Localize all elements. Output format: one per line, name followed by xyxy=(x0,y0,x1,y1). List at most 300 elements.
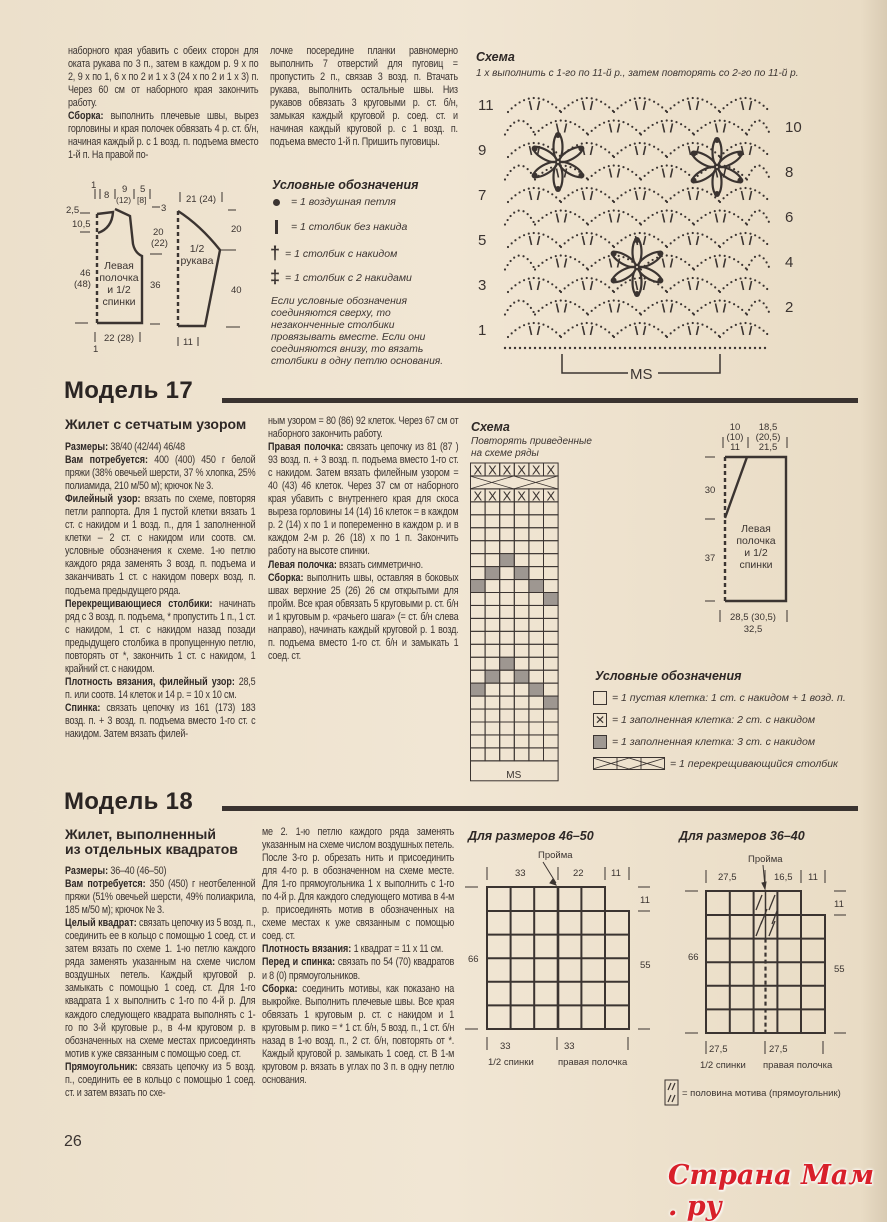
dim: 37 xyxy=(704,553,716,564)
stitch-group xyxy=(689,191,699,200)
stitch-group xyxy=(716,259,726,268)
front-label: полочка xyxy=(99,272,139,284)
empty-cell xyxy=(514,528,529,541)
title-line: Жилет, выполненный xyxy=(65,826,216,842)
paragraph-text: соединить мотивы, как показано на выкройке. Выполнить плечевые швы. Все края обвязать 1 круговым р. ст. с накидом и 1 круговым р. пико = * 1 ст. б/н, 5 возд. п., 1 ст. б/н назад в 1-ю возд. п., 2 ст. б/н, повторять от *. Каждый круговой р. замыкать 1 соед. ст. В 1-м круговом р. вязать в углах по 3 п. в одну петлю основания. xyxy=(262,982,455,1086)
empty-cell xyxy=(529,593,544,606)
filled-cell xyxy=(485,670,500,683)
empty-cell xyxy=(514,722,529,735)
paragraph xyxy=(68,110,258,162)
petal-tip xyxy=(656,249,664,257)
empty-cell xyxy=(544,618,559,631)
square-layout-diagrams xyxy=(460,825,860,1115)
stitch-group xyxy=(716,124,726,133)
dim: (22) xyxy=(151,238,168,249)
filled-cell xyxy=(514,567,529,580)
petal-tip xyxy=(610,249,618,257)
dim: 30 xyxy=(704,485,716,496)
row-number: 7 xyxy=(478,187,487,204)
chain-arc xyxy=(508,278,561,292)
stitch-group xyxy=(663,169,673,178)
model-17-title: Жилет с сетчатым узором xyxy=(65,416,247,432)
stitch-group xyxy=(663,214,673,223)
crossed-stitch-icon xyxy=(593,757,665,770)
empty-cell xyxy=(500,502,515,515)
dim: 11 xyxy=(834,899,844,910)
chain-arc xyxy=(508,233,561,247)
empty-cell xyxy=(544,709,559,722)
x-mark: X xyxy=(546,488,556,504)
crossed-stitch-row xyxy=(471,476,559,489)
chain-arc xyxy=(561,188,614,202)
dim: (20,5) xyxy=(755,432,781,443)
chain-arc xyxy=(694,301,747,315)
model-17-heading: Модель 17 xyxy=(64,377,193,404)
empty-cell xyxy=(485,593,500,606)
empty-cell xyxy=(529,722,544,735)
caption: правая полочка xyxy=(763,1060,833,1071)
empty-cell xyxy=(471,657,486,670)
chain-arc xyxy=(747,256,770,270)
empty-cell xyxy=(529,502,544,515)
dim: 33 xyxy=(515,868,526,879)
legend-cross-stitch: = 1 перекрещивающийся столбик xyxy=(593,757,838,770)
empty-cell xyxy=(514,735,529,748)
chain-arc xyxy=(535,256,588,270)
stitch-group xyxy=(530,236,540,245)
single-crochet-icon xyxy=(275,220,278,234)
petal-tip xyxy=(555,186,561,192)
dim: 21,5 xyxy=(758,442,778,453)
chain-arc xyxy=(667,323,720,337)
dim: 11 xyxy=(730,442,740,453)
empty-cell xyxy=(544,567,559,580)
text-column-top-2 xyxy=(270,45,458,149)
empty-cell xyxy=(471,644,486,657)
stitch-group xyxy=(689,326,699,335)
paragraph xyxy=(268,572,458,663)
vest-17-diagram xyxy=(680,410,840,640)
petal-tip xyxy=(656,276,664,284)
empty-cell xyxy=(544,748,559,761)
dim: (12) xyxy=(116,195,132,205)
paragraph xyxy=(65,1061,255,1100)
diagram-a-title: Для размеров 46–50 xyxy=(468,829,594,843)
filled-cell-icon xyxy=(593,735,607,749)
empty-cell xyxy=(500,618,515,631)
empty-cell xyxy=(485,554,500,567)
empty-cell xyxy=(485,696,500,709)
empty-cell xyxy=(544,502,559,515)
paragraph-text: 28,5 п. или соотв. 14 клеток и 14 р. = 10 х 10 см. xyxy=(65,675,256,701)
empty-cell xyxy=(471,528,486,541)
dot-icon xyxy=(273,199,280,206)
empty-cell xyxy=(544,580,559,593)
empty-cell xyxy=(514,748,529,761)
row-number: 11 xyxy=(478,97,494,114)
dim: 11 xyxy=(808,872,818,883)
paragraph-label: Сборка: xyxy=(262,982,298,995)
stitch-group xyxy=(557,124,567,133)
dim: 36 xyxy=(150,280,161,291)
empty-cell xyxy=(529,528,544,541)
text-column-m18-2 xyxy=(262,826,454,1087)
stitch-group xyxy=(610,124,620,133)
empty-cell xyxy=(500,580,515,593)
stitch-group xyxy=(557,259,567,268)
paragraph-text: 1 квадрат = 11 х 11 см. xyxy=(351,943,444,956)
paragraph xyxy=(65,865,255,878)
empty-cell xyxy=(485,541,500,554)
filled-cell xyxy=(529,580,544,593)
empty-cell xyxy=(544,528,559,541)
chain-arc xyxy=(614,98,667,112)
half-motif-note: = половина мотива (прямоугольник) xyxy=(682,1088,841,1099)
petal-tip xyxy=(714,191,720,197)
petal-tip xyxy=(610,276,618,284)
empty-cell xyxy=(529,631,544,644)
dim: 11 xyxy=(640,895,650,906)
dim: 27,5 xyxy=(709,1044,728,1055)
legend-item-dc: † = 1 столбик с накидом xyxy=(270,243,398,263)
chain-arc xyxy=(641,211,694,225)
stitch-group xyxy=(663,259,673,268)
paragraph xyxy=(65,917,255,1061)
empty-cell xyxy=(529,618,544,631)
page-number: 26 xyxy=(64,1133,82,1150)
chain-arc xyxy=(720,98,770,112)
chain-arc xyxy=(694,211,747,225)
dim: (10) xyxy=(726,432,744,443)
empty-cell xyxy=(471,567,486,580)
filled-cell xyxy=(500,657,515,670)
dim: 32,5 xyxy=(743,624,763,635)
sleeve-label: 1/2 xyxy=(189,243,205,255)
paragraph-text: выполнить плечевые швы, вырез горловины и края полочек обвязать 4 р. ст. б/н, начиная каждый р. с 1 возд. п. подъема вместо 1-й п. На правой по- xyxy=(68,110,259,162)
paragraph-label: Перед и спинка: xyxy=(262,956,336,969)
legend-title: Условные обозначения xyxy=(272,178,419,192)
paragraph xyxy=(262,983,454,1087)
chain-arc xyxy=(747,121,770,135)
stitch-group xyxy=(636,326,646,335)
empty-cell-icon xyxy=(593,691,607,705)
empty-cell xyxy=(529,554,544,567)
row-number: 3 xyxy=(478,277,487,294)
empty-cell xyxy=(529,735,544,748)
sleeve-outline xyxy=(178,211,220,326)
stitch-group xyxy=(583,326,593,335)
legend-note: Если условные обозначения соединяются сверху, то незаконченные столбики провязывать вместе. Если они соединяются внизу, то вязать столбики в одну петлю основания. xyxy=(271,296,444,367)
paragraph xyxy=(268,415,458,441)
text-column-m18-1 xyxy=(65,865,255,1100)
chain-arc xyxy=(505,256,535,270)
dim: 10 xyxy=(729,422,741,433)
paragraph-label: Левая полочка: xyxy=(268,558,337,571)
dim: 22 xyxy=(573,868,584,879)
dim: 16,5 xyxy=(774,872,793,883)
schema-subtitle: 1 х выполнить с 1-го по 11-й р., затем повторять со 2-го по 11-й р. xyxy=(476,68,799,79)
legend-item-sc: = 1 столбик без накида xyxy=(270,220,407,234)
petal-tip xyxy=(690,149,698,157)
dim: 3 xyxy=(161,203,167,214)
paragraph-label: Плотность вязания, филейный узор: xyxy=(65,675,235,688)
chain-arc xyxy=(747,166,770,180)
empty-cell xyxy=(471,605,486,618)
front-label: спинки xyxy=(102,296,136,308)
paragraph-label: Прямоугольник: xyxy=(65,1060,138,1073)
empty-cell xyxy=(500,605,515,618)
paragraph-text: связать по 54 (70) квадратов и 8 (0) прямоугольников. xyxy=(262,956,455,982)
stitch-group xyxy=(583,101,593,110)
petal-tip xyxy=(634,237,640,243)
empty-cell xyxy=(514,657,529,670)
row-number: 8 xyxy=(785,164,794,181)
chain-arc xyxy=(505,301,535,315)
stitch-group xyxy=(663,124,673,133)
empty-cell xyxy=(514,515,529,528)
row-number: 4 xyxy=(785,254,794,271)
empty-cell xyxy=(500,670,515,683)
stitch-group xyxy=(636,101,646,110)
filled-cell xyxy=(514,670,529,683)
x-mark: X xyxy=(531,462,541,478)
stitch-group xyxy=(663,304,673,313)
stitch-group xyxy=(530,281,540,290)
dim: 55 xyxy=(834,964,845,975)
x-mark: X xyxy=(517,488,526,504)
paragraph-text: 38/40 (42/44) 46/48 xyxy=(108,441,185,453)
paragraph xyxy=(268,559,458,572)
paragraph-label: Правая полочка: xyxy=(268,441,344,454)
legend-x-cell: ✕ = 1 заполненная клетка: 2 ст. с накидом xyxy=(594,713,816,727)
empty-cell xyxy=(471,722,486,735)
dim: [8] xyxy=(137,195,147,205)
petal-tip xyxy=(736,176,744,184)
dim: 55 xyxy=(640,960,651,971)
dim: 1 xyxy=(91,180,97,191)
stitch-group xyxy=(530,191,540,200)
dim: 22 (28) xyxy=(104,333,135,344)
empty-cell xyxy=(500,735,515,748)
paragraph-label: Размеры: xyxy=(65,865,109,877)
dim: 27,5 xyxy=(769,1044,788,1055)
row-number: 1 xyxy=(478,322,487,339)
filet-schema-subtitle: Повторять приведенные на схеме ряды xyxy=(471,436,592,459)
chain-arc xyxy=(505,166,535,180)
paragraph-text: начинать ряд с 3 возд. п. подъема, * пропустить 1 п., 1 ст. с накидом, 1 ст. с накидом назад позади предыдущего столбика в пропущенную петлю, повторять от *, закончить 1 ст. с накидом, 1 крайний ст. с накидом. xyxy=(65,597,256,675)
stitch-group xyxy=(583,281,593,290)
chain-arc xyxy=(561,278,614,292)
row-number: 5 xyxy=(478,232,487,249)
filled-cell xyxy=(500,554,515,567)
empty-cell xyxy=(529,515,544,528)
petal-tip xyxy=(577,171,585,179)
paragraph xyxy=(68,45,258,110)
paragraph xyxy=(65,454,255,493)
x-mark: X xyxy=(488,488,497,504)
empty-cell xyxy=(485,580,500,593)
chain-arc xyxy=(614,143,667,157)
x-mark: X xyxy=(488,462,497,478)
empty-cell xyxy=(514,502,529,515)
filet-schema-title: Схема xyxy=(471,420,510,434)
empty-cell xyxy=(485,515,500,528)
x-mark: X xyxy=(517,462,526,478)
empty-cell xyxy=(544,670,559,683)
empty-cell xyxy=(485,683,500,696)
empty-cell xyxy=(544,644,559,657)
empty-cell xyxy=(471,502,486,515)
chain-arc xyxy=(720,233,770,247)
empty-cell xyxy=(471,541,486,554)
chain-arc xyxy=(588,301,641,315)
paragraph xyxy=(262,943,454,956)
empty-cell xyxy=(485,605,500,618)
paragraph-text: связать цепочку из 81 (87 ) 93 возд. п. + 3 возд. п. подъема вместо 1-го ст. с накидом. Затем вязать филейным узором = 40 (43) 46 клеток. Через 37 см от наборного края убавить с внутреннего края для скоса выреза горловины 14 (14) 16 клеток = в каждом р. 2 (14) х по 1 и попеременно в каждом р. и в каждом 2-м р. 26 (18) х по 1 п. Закончить работу на высоте спинки. xyxy=(268,441,459,558)
crochet-chart xyxy=(470,82,810,382)
empty-cell xyxy=(500,631,515,644)
paragraph-label: Спинка: xyxy=(65,701,101,714)
paragraph-label: Сборка: xyxy=(68,110,104,123)
chain-arc xyxy=(508,188,561,202)
dim: 9 xyxy=(122,184,128,195)
empty-cell xyxy=(500,593,515,606)
empty-cell xyxy=(485,709,500,722)
paragraph-label: Плотность вязания: xyxy=(262,943,352,956)
petal-tip xyxy=(555,132,561,138)
paragraph-label: Размеры: xyxy=(65,441,109,453)
chain-arc xyxy=(720,188,770,202)
stitch-group xyxy=(610,304,620,313)
filled-cell xyxy=(471,683,486,696)
x-mark: X xyxy=(502,462,512,478)
legend-filled-cell: = 1 заполненная клетка: 3 ст. с накидом xyxy=(593,735,815,749)
paragraph-text: связать цепочку из 161 (173) 183 возд. п. + 3 возд. п. подъема вместо 1-го ст. с накидом. Затем вязать филей- xyxy=(65,701,256,741)
stitch-group xyxy=(583,191,593,200)
empty-cell xyxy=(544,605,559,618)
empty-cell xyxy=(529,541,544,554)
empty-cell xyxy=(529,670,544,683)
empty-cell xyxy=(514,593,529,606)
petal-tip xyxy=(690,176,698,184)
x-mark: X xyxy=(473,488,483,504)
paragraph xyxy=(65,493,255,597)
empty-cell xyxy=(500,515,515,528)
vest-pattern-diagram xyxy=(60,180,260,355)
chain-arc xyxy=(588,211,641,225)
dim: 33 xyxy=(564,1041,575,1052)
dim: 46 xyxy=(80,268,91,279)
chain-arc xyxy=(747,301,770,315)
paragraph-text: 350 (450) г неотбеленной пряжи (51% овечьей шерсти, 49% полиакрила, 185 м/50 м); крючок № 3. xyxy=(65,878,256,917)
petal-tip xyxy=(634,291,640,297)
chain-arc xyxy=(720,278,770,292)
dim: 27,5 xyxy=(718,872,737,883)
chain-arc xyxy=(561,323,614,337)
empty-cell xyxy=(471,696,486,709)
stitch-group xyxy=(742,191,752,200)
empty-cell xyxy=(514,631,529,644)
empty-cell xyxy=(485,528,500,541)
paragraph-label: Целый квадрат: xyxy=(65,917,137,930)
chain-arc xyxy=(508,98,561,112)
empty-cell xyxy=(514,644,529,657)
empty-cell xyxy=(544,631,559,644)
chain-arc xyxy=(561,98,614,112)
x-mark: X xyxy=(502,488,512,504)
dim: 2,5 xyxy=(66,205,80,216)
piece-label: спинки xyxy=(739,559,773,571)
dim: 28,5 (30,5) xyxy=(730,612,776,623)
paragraph xyxy=(65,878,255,917)
chain-arc xyxy=(667,188,720,202)
empty-cell xyxy=(500,683,515,696)
filled-cell xyxy=(544,593,559,606)
empty-cell xyxy=(544,722,559,735)
chain-arc xyxy=(588,166,641,180)
legend-2-title: Условные обозначения xyxy=(595,669,742,683)
paragraph-text: ным узором = 80 (86) 92 клеток. Через 67 см от наборного закончить работу. xyxy=(268,415,459,441)
filled-cell xyxy=(485,567,500,580)
filled-cell xyxy=(544,696,559,709)
chain-arc xyxy=(535,211,588,225)
dim: 1 xyxy=(93,344,99,355)
text-column-m17-1 xyxy=(65,441,255,741)
chain-arc xyxy=(505,211,535,225)
empty-cell xyxy=(471,593,486,606)
dim: 10,5 xyxy=(72,219,91,230)
caption: 1/2 спинки xyxy=(488,1057,534,1068)
sleeve-label: рукава xyxy=(180,255,214,267)
chain-arc xyxy=(508,323,561,337)
paragraph xyxy=(270,45,458,149)
stitch-group xyxy=(742,101,752,110)
empty-cell xyxy=(485,618,500,631)
repeat-label: MS xyxy=(506,769,522,781)
empty-cell xyxy=(471,618,486,631)
stitch-group xyxy=(530,326,540,335)
caption: правая полочка xyxy=(558,1057,628,1068)
chain-arc xyxy=(561,233,614,247)
paragraph-label: Перекрещивающиеся столбики: xyxy=(65,597,213,610)
empty-cell xyxy=(544,683,559,696)
stitch-group xyxy=(530,101,540,110)
text-column-top-1 xyxy=(68,45,258,162)
petal-tip xyxy=(531,144,539,152)
empty-cell xyxy=(471,670,486,683)
chain-arc xyxy=(588,121,641,135)
empty-cell xyxy=(529,644,544,657)
chain-arc xyxy=(614,323,667,337)
empty-cell xyxy=(500,644,515,657)
empty-cell xyxy=(529,696,544,709)
stitch-group xyxy=(716,304,726,313)
empty-cell xyxy=(500,567,515,580)
row-number: 2 xyxy=(785,299,794,316)
dim: 11 xyxy=(183,337,193,348)
paragraph-text: ме 2. 1-ю петлю каждого ряда заменять указанным на схеме числом воздушных петель. После 3-го р. обрезать нить и присоединить для 4-го р. в обозначенном на схеме месте. Для 1-го прямоугольника 1 х выполнить с 1-го по 4-й р. Для каждого следующего мотива в 4-м р. присоединять мотив в обозначенных на схеме местах к уже связанным с помощью соед. ст. xyxy=(262,826,455,943)
chain-arc xyxy=(694,121,747,135)
empty-cell xyxy=(500,541,515,554)
paragraph-label: Вам потребуется: xyxy=(65,454,148,467)
paragraph-text: 400 (400) 450 г белой пряжи (38% овечьей шерсти, 37 % хлопка, 25% полиамида, 210 м/50 м); крючок № 3. xyxy=(65,454,256,493)
dim: (48) xyxy=(74,279,91,290)
filet-chart xyxy=(470,463,562,788)
dim: 66 xyxy=(468,954,479,965)
empty-cell xyxy=(529,748,544,761)
armhole-label: Пройма xyxy=(538,850,573,861)
empty-cell xyxy=(500,696,515,709)
